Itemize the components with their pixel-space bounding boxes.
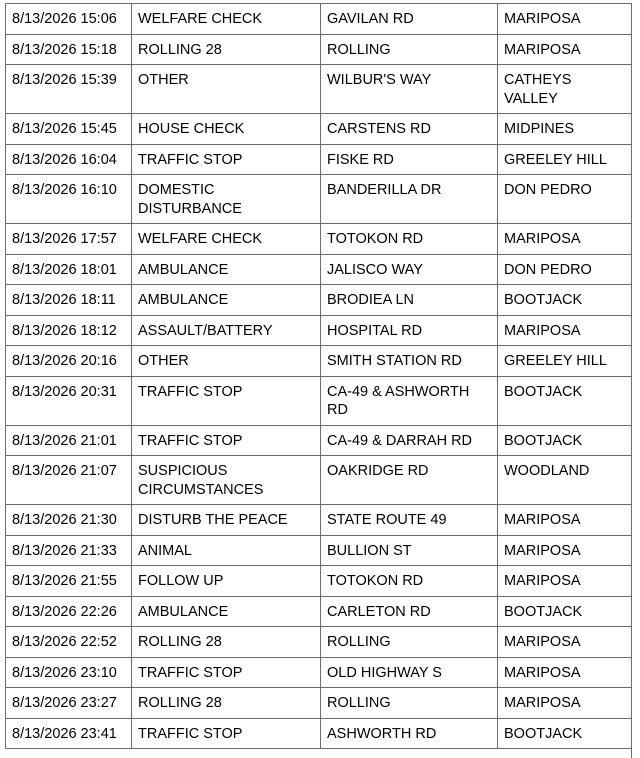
cell-call-type: TRAFFIC STOP [132,144,321,175]
cell-datetime: 8/13/2026 21:30 [6,505,132,536]
cell-datetime: 8/13/2026 21:01 [6,425,132,456]
page-edge-line-bottom [631,748,632,758]
cell-community: MARIPOSA [498,566,632,597]
table-row [6,175,632,224]
table-row [6,688,632,719]
cell-community: BOOTJACK [498,425,632,456]
table-row [6,65,632,114]
call-log-body [6,4,632,749]
cell-community: MARIPOSA [498,535,632,566]
cell-datetime: 8/13/2026 16:10 [6,175,132,224]
cell-call-type: AMBULANCE [132,254,321,285]
cell-call-type: HOUSE CHECK [132,114,321,145]
cell-street: WILBUR'S WAY [321,65,498,114]
cell-street: BRODIEA LN [321,285,498,316]
cell-community: DON PEDRO [498,254,632,285]
cell-datetime: 8/13/2026 23:10 [6,657,132,688]
table-row [6,505,632,536]
cell-datetime: 8/13/2026 18:11 [6,285,132,316]
cell-datetime: 8/13/2026 21:07 [6,456,132,505]
cell-street: GAVILAN RD [321,4,498,35]
cell-call-type: TRAFFIC STOP [132,657,321,688]
cell-call-type: OTHER [132,65,321,114]
cell-datetime: 8/13/2026 17:57 [6,224,132,255]
cell-community: MARIPOSA [498,505,632,536]
cell-datetime: 8/13/2026 22:52 [6,627,132,658]
cell-community: MARIPOSA [498,627,632,658]
table-row [6,346,632,377]
table-row [6,144,632,175]
page-edge-line-top [631,3,632,25]
cell-community: MARIPOSA [498,224,632,255]
cell-community: CATHEYS VALLEY [498,65,632,114]
cell-street: ASHWORTH RD [321,718,498,749]
cell-street: HOSPITAL RD [321,315,498,346]
cell-community: GREELEY HILL [498,346,632,377]
table-row [6,657,632,688]
cell-street: CARSTENS RD [321,114,498,145]
cell-datetime: 8/13/2026 15:06 [6,4,132,35]
cell-call-type: WELFARE CHECK [132,224,321,255]
table-row [6,376,632,425]
cell-call-type: DISTURB THE PEACE [132,505,321,536]
cell-community: MARIPOSA [498,315,632,346]
cell-community: BOOTJACK [498,596,632,627]
table-row [6,224,632,255]
cell-call-type: ROLLING 28 [132,34,321,65]
cell-datetime: 8/13/2026 18:12 [6,315,132,346]
cell-community: MARIPOSA [498,34,632,65]
cell-street: CA-49 & ASHWORTH RD [321,376,498,425]
cell-call-type: ROLLING 28 [132,688,321,719]
call-log-table [5,3,632,749]
cell-street: FISKE RD [321,144,498,175]
cell-street: TOTOKON RD [321,566,498,597]
cell-call-type: DOMESTIC DISTURBANCE [132,175,321,224]
table-row [6,4,632,35]
cell-datetime: 8/13/2026 23:27 [6,688,132,719]
cell-datetime: 8/13/2026 16:04 [6,144,132,175]
table-row [6,114,632,145]
cell-call-type: ASSAULT/BATTERY [132,315,321,346]
table-row [6,34,632,65]
cell-datetime: 8/13/2026 15:39 [6,65,132,114]
cell-street: STATE ROUTE 49 [321,505,498,536]
cell-call-type: ROLLING 28 [132,627,321,658]
cell-call-type: WELFARE CHECK [132,4,321,35]
cell-datetime: 8/13/2026 21:55 [6,566,132,597]
cell-community: WOODLAND [498,456,632,505]
cell-street: ROLLING [321,34,498,65]
table-row [6,254,632,285]
cell-community: MARIPOSA [498,657,632,688]
table-row [6,566,632,597]
table-row [6,456,632,505]
cell-datetime: 8/13/2026 23:41 [6,718,132,749]
cell-community: MARIPOSA [498,4,632,35]
cell-street: ROLLING [321,688,498,719]
cell-datetime: 8/13/2026 15:45 [6,114,132,145]
cell-datetime: 8/13/2026 20:16 [6,346,132,377]
cell-street: OAKRIDGE RD [321,456,498,505]
cell-community: BOOTJACK [498,718,632,749]
cell-call-type: FOLLOW UP [132,566,321,597]
cell-street: OLD HIGHWAY S [321,657,498,688]
cell-call-type: SUSPICIOUS CIRCUMSTANCES [132,456,321,505]
cell-datetime: 8/13/2026 21:33 [6,535,132,566]
cell-street: JALISCO WAY [321,254,498,285]
table-row [6,535,632,566]
cell-community: MARIPOSA [498,688,632,719]
cell-community: MIDPINES [498,114,632,145]
cell-call-type: TRAFFIC STOP [132,376,321,425]
table-row [6,596,632,627]
cell-street: ROLLING [321,627,498,658]
cell-street: BULLION ST [321,535,498,566]
cell-street: BANDERILLA DR [321,175,498,224]
cell-datetime: 8/13/2026 15:18 [6,34,132,65]
table-row [6,285,632,316]
cell-call-type: TRAFFIC STOP [132,718,321,749]
cell-community: GREELEY HILL [498,144,632,175]
cell-call-type: TRAFFIC STOP [132,425,321,456]
cell-call-type: AMBULANCE [132,596,321,627]
cell-community: BOOTJACK [498,285,632,316]
table-row [6,627,632,658]
table-row [6,425,632,456]
cell-community: BOOTJACK [498,376,632,425]
cell-datetime: 8/13/2026 22:26 [6,596,132,627]
cell-street: CA-49 & DARRAH RD [321,425,498,456]
cell-datetime: 8/13/2026 20:31 [6,376,132,425]
cell-call-type: AMBULANCE [132,285,321,316]
cell-call-type: ANIMAL [132,535,321,566]
cell-street: SMITH STATION RD [321,346,498,377]
table-row [6,718,632,749]
cell-street: CARLETON RD [321,596,498,627]
cell-call-type: OTHER [132,346,321,377]
table-row [6,315,632,346]
cell-community: DON PEDRO [498,175,632,224]
cell-street: TOTOKON RD [321,224,498,255]
cell-datetime: 8/13/2026 18:01 [6,254,132,285]
